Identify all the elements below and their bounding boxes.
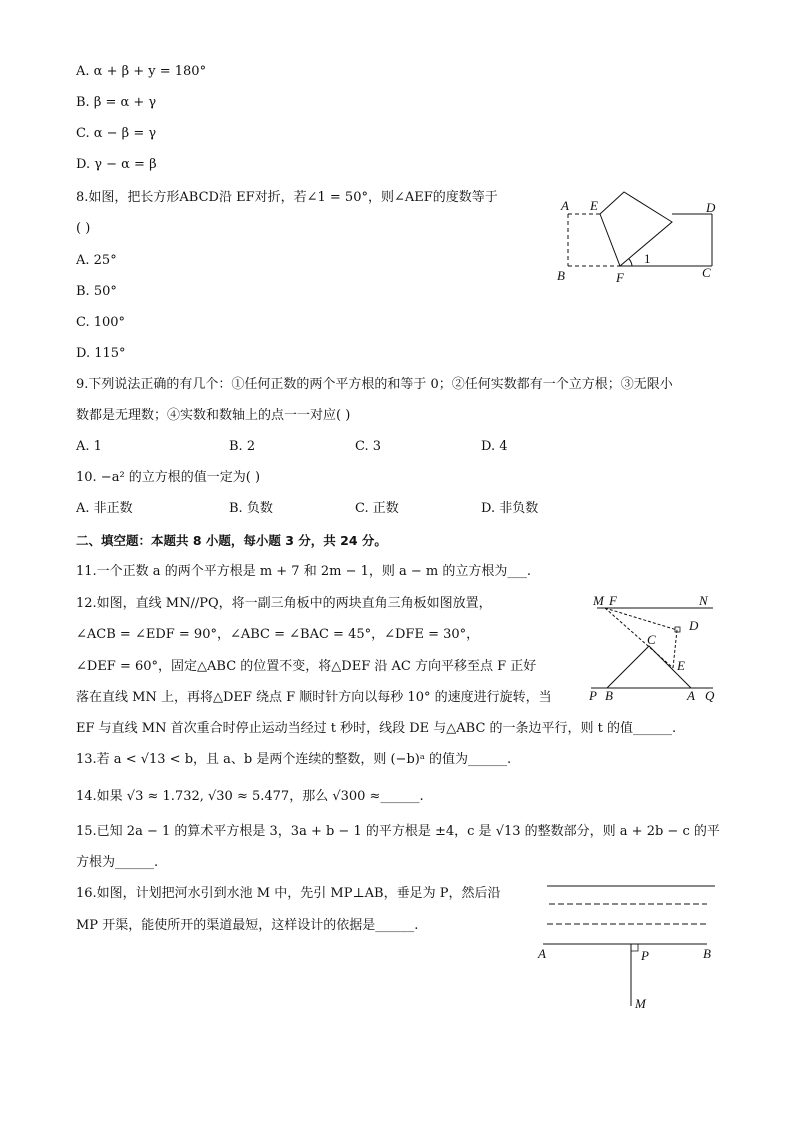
q8-option-b: B. 50° [76,284,117,299]
q8-label-A: A [561,198,569,213]
q9-line1: 9.下列说法正确的有几个：①任何正数的两个平方根的和等于 0；②任何实数都有一个立方根；③无限小 [76,377,673,392]
q12-line1: 12.如图，直线 MN//PQ，将一副三角板中的两块直角三角板如图放置， [76,596,492,611]
q7-option-d: D. γ − α = β [76,157,157,172]
q10-option-d: D. 非负数 [481,501,539,516]
q8-option-a: A. 25° [76,253,117,268]
q16-figure [535,878,720,1018]
q12-line2: ∠ACB = ∠EDF = 90°，∠ABC = ∠BAC = 45°，∠DFE = 30°， [76,627,480,642]
q8-label-angle-1: 1 [644,251,651,266]
q12-label-C: C [647,632,656,647]
q15-line1: 15.已知 2a − 1 的算术平方根是 3，3a + b − 1 的平方根是 ±4，c 是 √13 的整数部分，则 a + 2b − c 的平 [76,824,720,839]
q11-stem: 11.一个正数 a 的两个平方根是 m + 7 和 2m − 1，则 a − m 的立方根为___. [76,564,532,579]
q9-line2: 数都是无理数；④实数和数轴上的点一一对应( ) [76,408,351,423]
q9-option-c: C. 3 [355,439,382,454]
q12-label-A: A [687,688,695,703]
q16-line1: 16.如图，计划把河水引到水池 M 中，先引 MP⊥AB，垂足为 P，然后沿 [76,886,501,901]
section-heading-fill-in: 二、填空题：本题共 8 小题，每小题 3 分，共 24 分。 [76,533,387,548]
q9-option-d: D. 4 [481,439,508,454]
q12-label-B: B [605,688,613,703]
q10-option-c: C. 正数 [355,501,399,516]
q12-line4: 落在直线 MN 上，再将△DEF 绕点 F 顺时针方向以每秒 10° 的速度进行旋转，当 [76,690,552,705]
q13-stem: 13.若 a < √13 < b，且 a、b 是两个连续的整数，则 (−b)ᵃ 的值为______. [76,752,512,767]
q8-label-C: C [702,265,711,280]
q12-line3: ∠DEF = 60°，固定△ABC 的位置不变，将△DEF 沿 AC 方向平移至点 F 正好 [76,659,537,674]
q8-option-d: D. 115° [76,346,126,361]
q10-option-a: A. 非正数 [76,501,133,516]
q8-label-D: D [706,200,716,215]
q9-option-a: A. 1 [76,439,102,454]
q8-label-E: E [590,198,598,213]
q8-option-c: C. 100° [76,315,126,330]
q8-label-B: B [557,268,565,283]
q12-label-N: N [699,593,708,608]
q8-stem: 8.如图，把长方形ABCD沿 EF对折，若∠1 = 50°，则∠AEF的度数等于 [76,190,498,205]
q12-label-F: F [609,593,617,608]
q16-label-B: B [703,946,711,961]
q16-line2: MP 开渠，能使所开的渠道最短，这样设计的依据是______. [76,918,419,933]
q12-label-Q: Q [705,688,715,703]
q8-paren: ( ) [76,221,91,236]
q7-option-b: B. β = α + γ [76,95,157,110]
q14-stem: 14.如果 √3 ≈ 1.732, √30 ≈ 5.477，那么 √300 ≈______. [76,789,424,804]
q10-option-b: B. 负数 [229,501,273,516]
q8-figure [550,188,730,288]
q12-figure [585,590,720,708]
q12-line5: EF 与直线 MN 首次重合时停止运动当经过 t 秒时，线段 DE 与△ABC 的一条边平行，则 t 的值______. [76,721,677,736]
q16-label-M: M [635,996,646,1011]
q16-label-P: P [641,948,649,963]
q8-label-F: F [616,270,624,285]
q9-option-b: B. 2 [229,439,256,454]
q15-line2: 方根为______. [76,855,159,870]
q16-label-A: A [538,946,546,961]
q7-option-a: A. α + β + y = 180° [76,64,207,79]
q12-label-E: E [677,658,685,673]
q12-label-D: D [689,618,699,633]
q10-stem: 10. −a² 的立方根的值一定为( ) [76,470,261,485]
q12-label-M: M [593,593,604,608]
q7-option-c: C. α − β = γ [76,126,157,141]
q12-label-P: P [589,688,597,703]
